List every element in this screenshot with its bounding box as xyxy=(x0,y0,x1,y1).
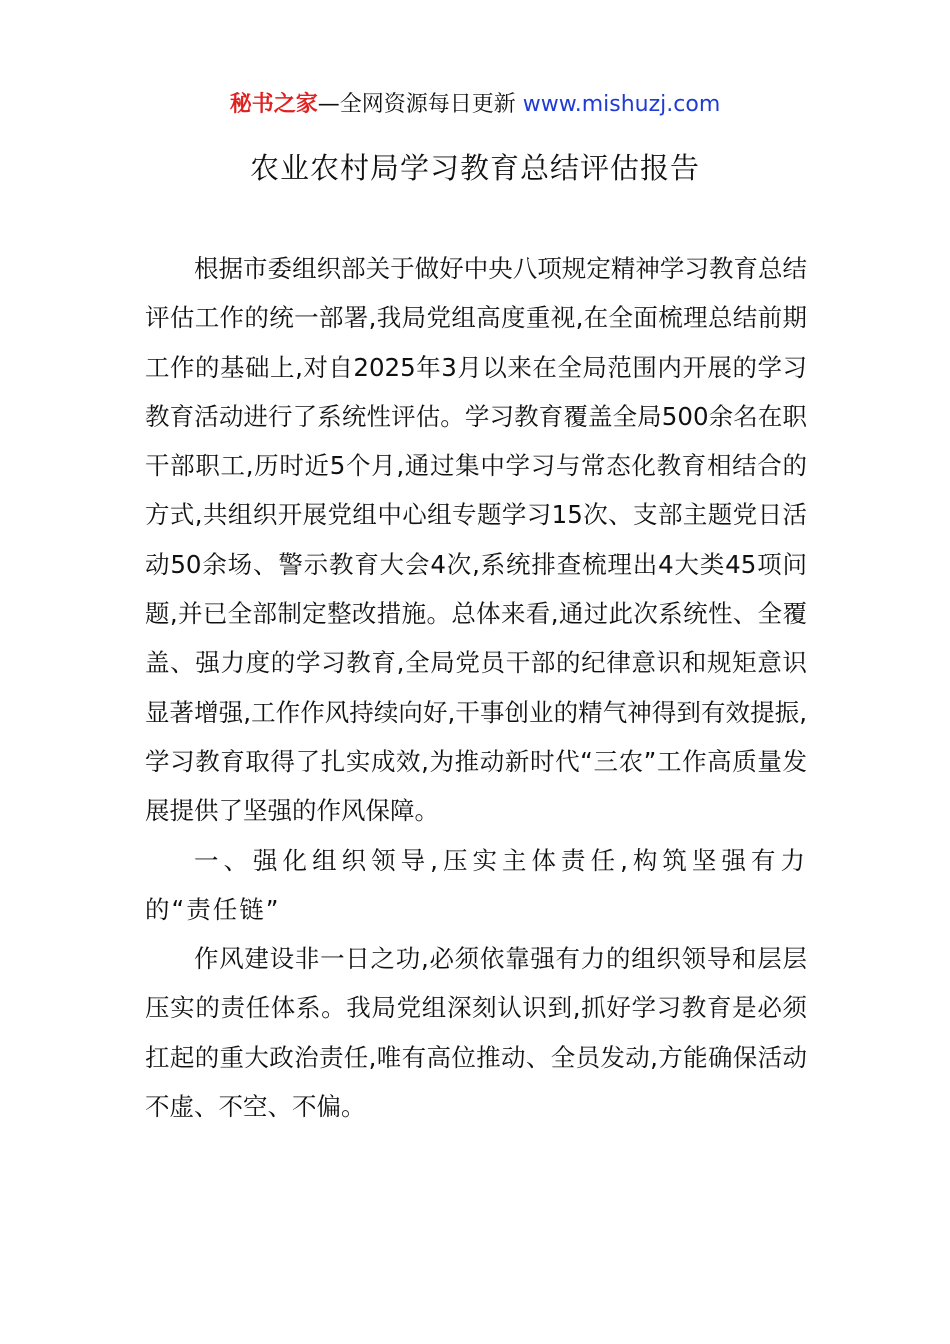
brand-name: 秘书之家 xyxy=(229,92,318,117)
site-header xyxy=(0,88,950,122)
section-heading-1: 一、强化组织领导,压实主体责任,构筑坚强有力的“责任链” xyxy=(145,845,807,924)
site-url-link[interactable]: www.mishuzj.com xyxy=(522,92,721,117)
header-tagline: —全网资源每日更新 xyxy=(317,92,523,117)
document-body xyxy=(145,244,807,1131)
intro-paragraph: 根据市委组织部关于做好中央八项规定精神学习教育总结评估工作的统一部署,我局党组高度重视,在全面梳理总结前期工作的基础上,对自2025年3月以来在全局范围内开展的学习教育活动进行了系统性评估。学习教育覆盖全局500余名在职干部职工,历时近5个月,通过集中学习与常态化教育相结合的方式,共组织开展党组中心组专题学习15次、支部主题党日活动50余场、警示教育大会4次,系统排查梳理出4大类45项问题,并已全部制定整改措施。总体来看,通过此次系统性、全覆盖、强力度的学习教育,全局党员干部的纪律意识和规矩意识显著增强,工作作风持续向好,干事创业的精气神得到有效提振,学习教育取得了扎实成效,为推动新时代“三农”工作高质量发展提供了坚强的作风保障。 xyxy=(145,254,807,826)
section-1-paragraph: 作风建设非一日之功,必须依靠强有力的组织领导和层层压实的责任体系。我局党组深刻认识到,抓好学习教育是必须扛起的重大政治责任,唯有高位推动、全员发动,方能确保活动不虚、不空、不偏。 xyxy=(145,944,807,1122)
document-title: 农业农村局学习教育总结评估报告 xyxy=(249,151,700,185)
